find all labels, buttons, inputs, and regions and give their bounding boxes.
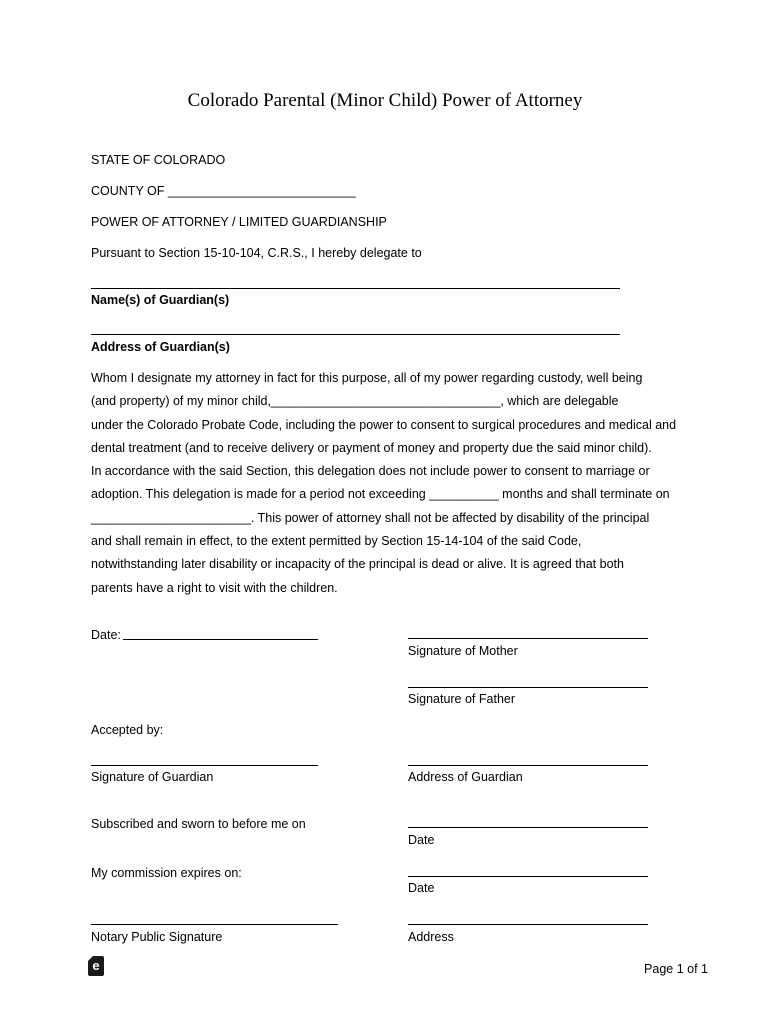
date-line-1 bbox=[408, 827, 648, 828]
date-line bbox=[123, 639, 318, 640]
signature-of-mother-label: Signature of Mother bbox=[408, 644, 518, 658]
body-line: (and property) of my minor child,_________________________________, which are delegable bbox=[91, 394, 619, 409]
body-line: parents have a right to visit with the children. bbox=[91, 580, 338, 595]
guardian-names-label: Name(s) of Guardian(s) bbox=[91, 293, 230, 307]
address-of-guardian-label: Address of Guardian bbox=[408, 770, 523, 784]
body-line: Whom I designate my attorney in fact for this purpose, all of my power regarding custody, well being bbox=[91, 371, 643, 385]
body-line: adoption. This delegation is made for a period not exceeding __________ months and shall terminate on bbox=[91, 487, 670, 502]
body-line: In accordance with the said Section, this delegation does not include power to consent to marriage or bbox=[91, 464, 650, 479]
signature-of-guardian-label: Signature of Guardian bbox=[91, 770, 214, 784]
state-line: STATE OF COLORADO bbox=[91, 153, 226, 167]
pursuant-line: Pursuant to Section 15-10-104, C.R.S., I hereby delegate to bbox=[91, 246, 422, 260]
guardian-names-line bbox=[91, 288, 620, 289]
accepted-by-label: Accepted by: bbox=[91, 723, 164, 737]
guardian-address-label: Address of Guardian(s) bbox=[91, 340, 230, 354]
address-label: Address bbox=[408, 930, 454, 944]
guardian-address-sign-line bbox=[408, 765, 648, 766]
date-label-2: Date bbox=[408, 881, 435, 895]
body-line: and shall remain in effect, to the extent permitted by Section 15-14-104 of the said Code, bbox=[91, 534, 582, 549]
notary-signature-line bbox=[91, 924, 338, 925]
notary-public-signature-label: Notary Public Signature bbox=[91, 930, 223, 944]
date-label-1: Date bbox=[408, 833, 435, 847]
guardian-signature-line bbox=[91, 765, 318, 766]
page-number: Page 1 of 1 bbox=[644, 962, 708, 976]
poa-heading: POWER OF ATTORNEY / LIMITED GUARDIANSHIP bbox=[91, 215, 387, 229]
father-signature-line bbox=[408, 687, 648, 688]
county-line: COUNTY OF ___________________________ bbox=[91, 184, 356, 198]
body-line: _______________________. This power of attorney shall not be affected by disability of the principal bbox=[91, 510, 650, 525]
date-label: Date: bbox=[91, 628, 121, 642]
address-line bbox=[408, 924, 648, 925]
guardian-address-line bbox=[91, 334, 620, 335]
date-line-2 bbox=[408, 876, 648, 877]
mother-signature-line bbox=[408, 638, 648, 639]
document-title: Colorado Parental (Minor Child) Power of Attorney bbox=[187, 90, 583, 111]
eforms-logo-icon: e bbox=[88, 956, 104, 976]
signature-of-father-label: Signature of Father bbox=[408, 692, 516, 706]
body-line: under the Colorado Probate Code, including the power to consent to surgical procedures and medical and bbox=[91, 417, 677, 432]
subscribed-sworn-label: Subscribed and sworn to before me on bbox=[91, 817, 306, 831]
body-paragraph bbox=[91, 370, 691, 603]
body-line: notwithstanding later disability or incapacity of the principal is dead or alive. It is agreed that both bbox=[91, 557, 624, 572]
body-line: dental treatment (and to receive delivery or payment of money and property due the said minor child). bbox=[91, 440, 652, 455]
commission-expires-label: My commission expires on: bbox=[91, 866, 242, 880]
